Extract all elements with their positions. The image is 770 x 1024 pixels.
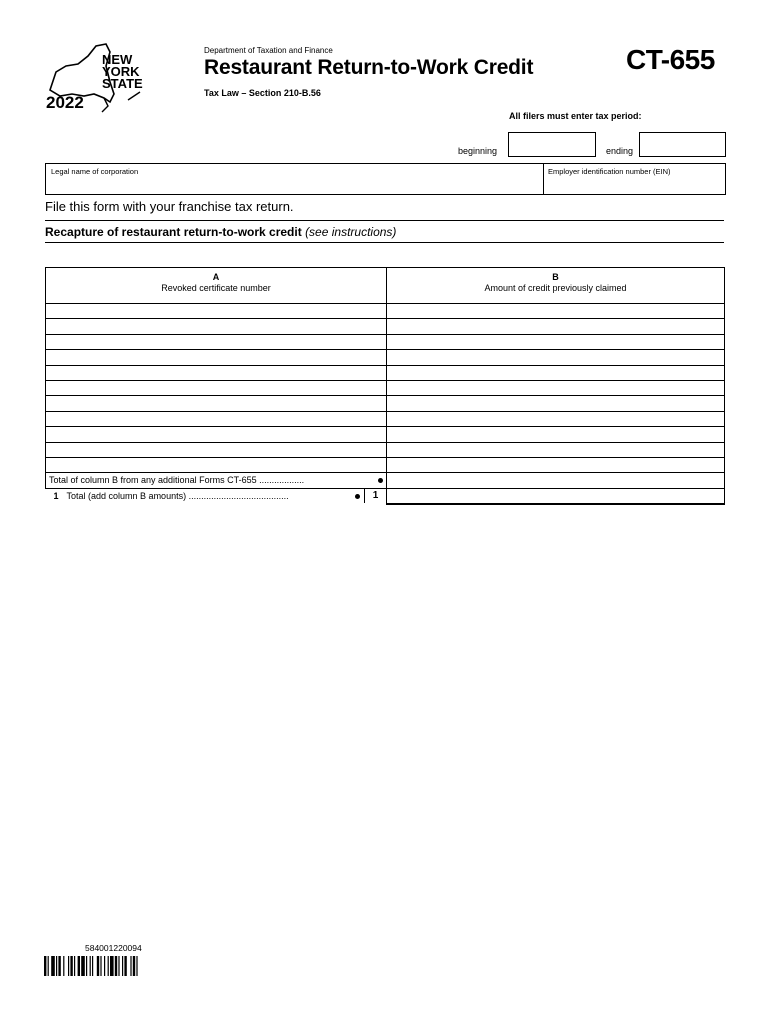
beginning-date-input[interactable]	[508, 132, 596, 157]
form-number: CT-655	[626, 44, 715, 75]
credit-amount-input[interactable]	[387, 304, 725, 319]
certificate-number-input[interactable]	[46, 380, 387, 395]
credit-amount-input[interactable]	[387, 350, 725, 365]
form-subtitle: Tax Law – Section 210-B.56	[204, 88, 321, 98]
ending-date-input[interactable]	[639, 132, 726, 157]
credit-amount-input[interactable]	[387, 396, 725, 411]
beginning-label: beginning	[458, 146, 498, 156]
table-row	[46, 350, 725, 365]
additional-forms-total-label: Total of column B from any additional Forms CT-655 ..................	[46, 473, 387, 488]
department-name: Department of Taxation and Finance	[204, 46, 333, 55]
tax-period-note: All filers must enter tax period:	[509, 111, 642, 121]
bullet-icon	[355, 494, 360, 499]
certificate-number-input[interactable]	[46, 396, 387, 411]
table-row	[46, 411, 725, 426]
corp-name-label: Legal name of corporation	[51, 167, 139, 176]
additional-forms-total-input[interactable]	[387, 473, 725, 488]
table-row	[46, 457, 725, 472]
credit-amount-input[interactable]	[387, 319, 725, 334]
bullet-icon	[378, 478, 383, 483]
credit-amount-input[interactable]	[387, 442, 725, 457]
ending-label: ending	[606, 146, 634, 156]
table-row	[46, 304, 725, 319]
line-1-box: 1	[364, 488, 386, 503]
credit-amount-input[interactable]	[387, 334, 725, 349]
table-row	[46, 380, 725, 395]
certificate-number-input[interactable]	[46, 334, 387, 349]
credit-amount-input[interactable]	[387, 411, 725, 426]
line-1-total-input[interactable]	[387, 488, 725, 504]
table-row	[46, 427, 725, 442]
table-row	[46, 396, 725, 411]
table-row	[46, 365, 725, 380]
table-row	[46, 319, 725, 334]
credit-amount-input[interactable]	[387, 365, 725, 380]
barcode-icon	[44, 956, 194, 976]
column-b-header: B Amount of credit previously claimed	[387, 268, 725, 304]
barcode	[44, 956, 194, 976]
section-heading: Recapture of restaurant return-to-work credit (see instructions)	[45, 225, 397, 239]
certificate-number-input[interactable]	[46, 365, 387, 380]
svg-text:STATE: STATE	[102, 76, 143, 91]
certificate-number-input[interactable]	[46, 319, 387, 334]
identification-row	[45, 163, 726, 195]
certificate-number-input[interactable]	[46, 427, 387, 442]
certificate-number-input[interactable]	[46, 457, 387, 472]
form-title: Restaurant Return-to-Work Credit	[204, 56, 534, 79]
certificate-number-input[interactable]	[46, 411, 387, 426]
file-instruction: File this form with your franchise tax return.	[45, 199, 294, 214]
credit-amount-input[interactable]	[387, 427, 725, 442]
divider	[45, 242, 724, 243]
credit-amount-input[interactable]	[387, 457, 725, 472]
new-york-state-map-icon	[44, 42, 162, 114]
recapture-table	[45, 267, 725, 505]
nys-logo	[44, 42, 162, 114]
certificate-number-input[interactable]	[46, 304, 387, 319]
line-1-label: 1 Total (add column B amounts) ........................................ 1	[46, 488, 387, 504]
barcode-number: 584001220094	[85, 943, 142, 953]
certificate-number-input[interactable]	[46, 350, 387, 365]
svg-text:NEW: NEW	[102, 52, 133, 67]
divider	[45, 220, 724, 221]
table-row	[46, 334, 725, 349]
column-a-header: A Revoked certificate number	[46, 268, 387, 304]
svg-text:YORK: YORK	[102, 64, 140, 79]
credit-amount-input[interactable]	[387, 380, 725, 395]
ein-label: Employer identification number (EIN)	[548, 167, 671, 176]
certificate-number-input[interactable]	[46, 442, 387, 457]
table-row	[46, 442, 725, 457]
svg-text:2022: 2022	[46, 93, 84, 112]
